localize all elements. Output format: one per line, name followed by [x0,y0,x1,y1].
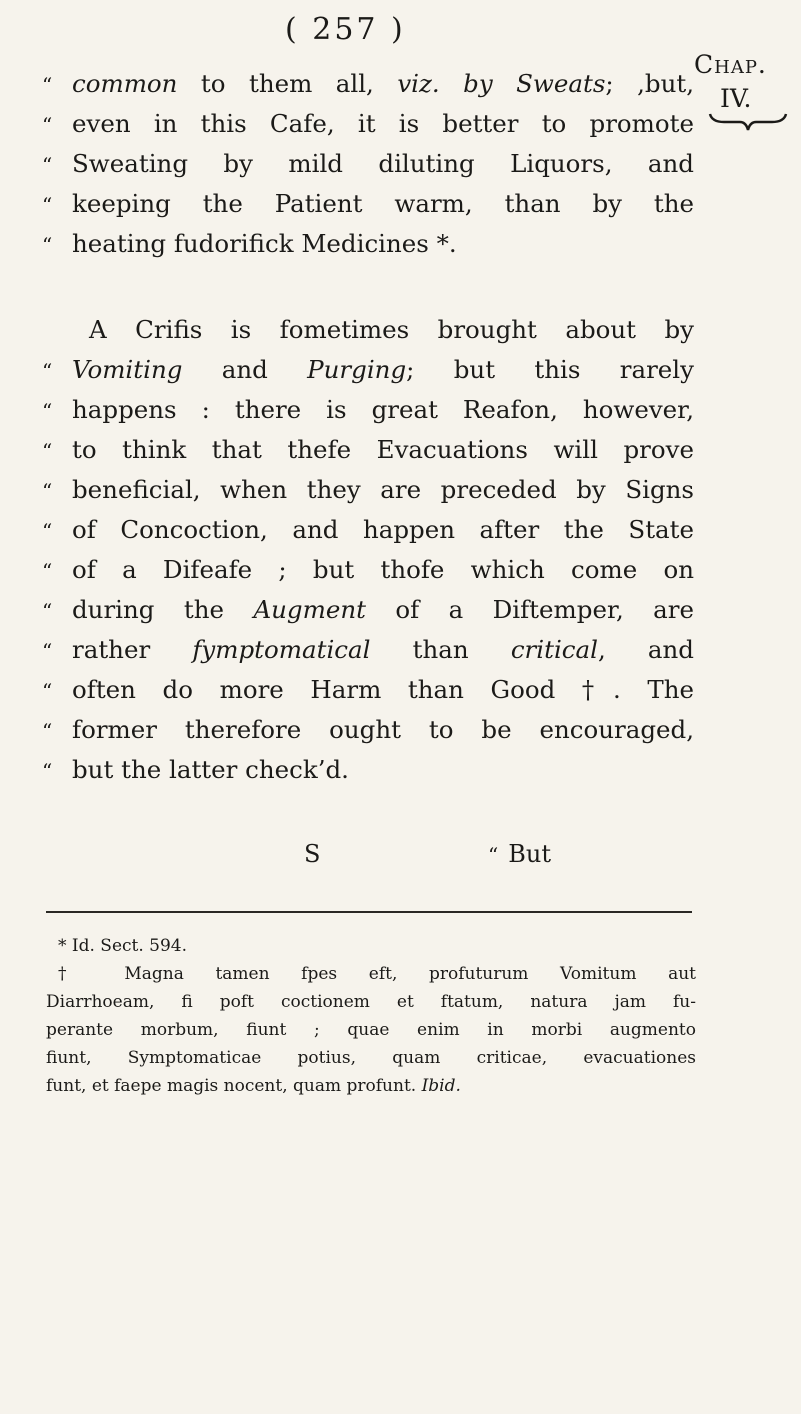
page-number: ( 257 ) [285,12,406,47]
line-text [72,510,694,550]
text-run: but the latter check’d. [72,755,349,784]
text-line [42,430,694,470]
text-run: to think that thefe Evacuations will prove [72,435,694,464]
italic-text: Ibid. [421,1076,461,1096]
line-text [72,670,694,710]
text-run: of a Difeafe ; but thofe which come on [72,555,694,584]
text-line [42,104,694,144]
text-run: even in this Cafe, it is better to promote [72,109,694,138]
text-run: beneficial, when they are preceded by Signs [72,475,694,504]
line-text [72,390,694,430]
text-line [42,64,694,104]
text-run: happens : there is great Reafon, however, [72,395,694,424]
text-line [42,510,694,550]
line-text [72,590,694,630]
quote-mark: “ [42,679,53,703]
italic-text: Vomiting [72,355,183,384]
signature-row [0,840,801,880]
quote-mark: “ [42,559,53,583]
italic-text: viz. [397,69,440,98]
text-line [42,710,694,750]
text-run: often do more Harm than Good †. The [72,675,694,704]
text-run: and [182,355,308,384]
footnote-line [46,1016,696,1044]
line-text [72,144,694,184]
line-text [72,750,694,790]
footnote-line [46,932,696,960]
text-line [42,144,694,184]
text-run: former therefore ought to be encouraged, [72,715,694,744]
line-text [72,710,694,750]
footnote-line [46,1044,696,1072]
text-run: † Magna tamen fpes eft, profuturum Vomitum aut [58,964,696,984]
text-line [42,470,694,510]
text-run: of a Diftemper, are [365,595,694,624]
text-run: fiunt, Symptomaticae potius, quam criticae, evacuationes [46,1048,696,1068]
text-run: ; ,but, [605,69,694,98]
text-run: during the [72,595,254,624]
italic-text: by Sweats [463,69,606,98]
text-line [42,670,694,710]
footnote-line [46,960,696,988]
quote-mark: “ [42,359,53,383]
text-run: rather [72,635,193,664]
line-text [72,470,694,510]
text-run: to them all, [177,69,398,98]
text-line [42,310,694,350]
chapter-label: Chap. [694,50,767,79]
text-run [440,69,463,98]
quote-mark: “ [42,719,53,743]
text-run: A Crifis is fometimes brought about by [89,315,694,344]
quote-mark: “ [42,399,53,423]
quote-mark: “ [42,519,53,543]
line-text [72,310,694,350]
quote-mark: “ [42,193,53,217]
quote-mark: “ [42,113,53,137]
italic-text: Purging [307,355,407,384]
text-line [42,750,694,790]
line-text [72,350,694,390]
italic-text: fymptomatical [192,635,371,664]
text-run: , and [597,635,694,664]
text-run: keeping the Patient warm, than by the [72,189,694,218]
catchword [488,840,551,868]
text-line [42,550,694,590]
line-text [72,630,694,670]
text-run: Sweating by mild diluting Liquors, and [72,149,694,178]
chapter-margin-note [694,48,801,134]
text-line [42,224,694,264]
quote-mark: “ [42,73,53,97]
text-line [42,350,694,390]
line-text [72,550,694,590]
quote-mark: “ [42,153,53,177]
line-text [72,224,694,264]
line-text [72,64,694,104]
paragraph-gap [42,264,694,310]
footnotes [46,932,696,1100]
quote-mark: “ [42,599,53,623]
quote-mark: “ [42,639,53,663]
text-run: * Id. Sect. 594. [58,936,188,956]
body-text [42,64,694,790]
text-line [42,590,694,630]
line-text [72,430,694,470]
text-line [42,184,694,224]
quote-mark: “ [42,479,53,503]
catchword-text: But [508,840,551,868]
text-line [42,390,694,430]
text-line [42,630,694,670]
footnote-line [46,988,696,1016]
quote-mark: “ [42,439,53,463]
text-run: ; but this rarely [406,355,694,384]
quote-mark: “ [488,843,499,867]
text-run: perante morbum, fiunt ; quae enim in morbi augmento [46,1020,696,1040]
text-run: Diarrhoeam, fi poft coctionem et ftatum, natura jam fu- [46,992,696,1012]
italic-text: common [72,69,178,98]
text-run: of Concoction, and happen after the State [72,515,694,544]
line-text [72,104,694,144]
signature-mark: S [304,840,321,868]
quote-mark: “ [42,233,53,257]
italic-text: critical [510,635,598,664]
footnote-rule [46,911,692,913]
chapter-number: IV. [720,84,752,113]
quote-mark: “ [42,759,53,783]
footnote-line [46,1072,696,1100]
text-run: funt, et faepe magis nocent, quam profunt. [46,1076,422,1096]
line-text [72,184,694,224]
italic-text: Augment [253,595,366,624]
text-run: than [370,635,511,664]
text-run: heating fudorifick Medicines *. [72,229,457,258]
